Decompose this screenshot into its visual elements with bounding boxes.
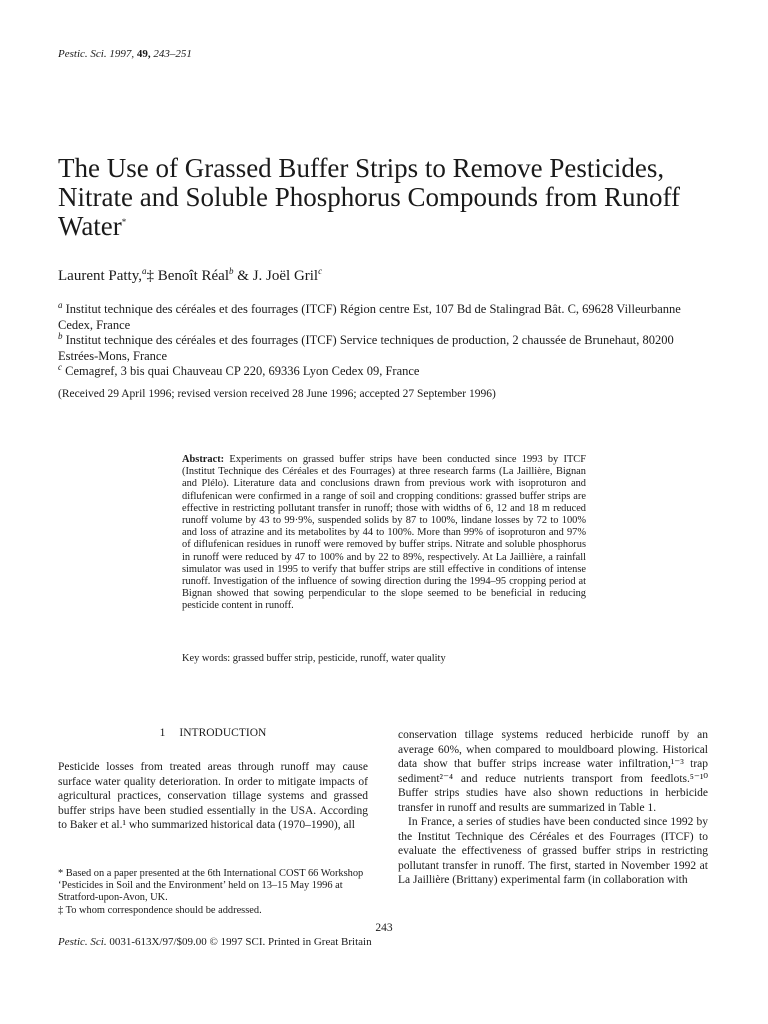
journal-name: Pestic. Sci. <box>58 48 107 60</box>
right-column <box>398 728 708 888</box>
affiliation-b-mark: b <box>58 330 63 341</box>
author-2-affil: b <box>229 266 234 276</box>
affiliation-a-mark: a <box>58 299 63 310</box>
journal-year: 1997, <box>109 48 135 60</box>
affiliation-c <box>58 361 708 380</box>
title-footnote-mark: * <box>121 217 127 227</box>
affiliation-b-text: Institut technique des céréales et des fourrages (ITCF) Service techniques de production, 2 chaussée de Brunehaut, 80200 Estrées-Mons, France <box>58 333 674 363</box>
author-1: Laurent Patty, <box>58 268 143 284</box>
author-separator: & <box>233 268 253 284</box>
affiliation-a-text: Institut technique des céréales et des fourrages (ITCF) Région centre Est, 107 Bd de Stalingrad Bât. C, 69628 Villeurbanne Cedex, France <box>58 302 681 332</box>
footer-text: 0031-613X/97/$09.00 © 1997 SCI. Printed in Great Britain <box>106 936 372 948</box>
paper-title-text: The Use of Grassed Buffer Strips to Remove Pesticides, Nitrate and Soluble Phosphorus Compounds from Runoff Water <box>58 153 680 241</box>
affiliation-c-text: Cemagref, 3 bis quai Chauveau CP 220, 69336 Lyon Cedex 09, France <box>62 364 420 378</box>
abstract-label: Abstract: <box>182 454 225 465</box>
footnote-1: * Based on a paper presented at the 6th International COST 66 Workshop ‘Pesticides in Soil and the Environment’ held on 13–15 May 1996 at Stratford-upon-Avon, UK. <box>58 868 364 904</box>
author-2: Benoît Réal <box>154 268 230 284</box>
affiliation-a <box>58 299 708 333</box>
right-paragraph-2: In France, a series of studies have been conducted since 1992 by the Institut Technique des Céréales et des Fourrages (ITCF) to evaluate the effectiveness of grassed buffer strips in restricting pollutant transfer in runoff. The first, started in November 1992 at La Jaillière (Brittany) experimental farm (in collaboration with <box>398 816 708 886</box>
keywords: Key words: grassed buffer strip, pesticide, runoff, water quality <box>182 653 446 664</box>
page-number: 243 <box>375 922 393 934</box>
abstract-text: Experiments on grassed buffer strips have been conducted since 1993 by ITCF (Institut Technique des Céréales et des Fourrages) at three research farms (La Jaillière, Bignan and Plélo). Literature data and conclusions drawn from previous work with isoproturon and diflufenican were confirmed in a range of soil and cropping conditions: grassed buffer strips are effective in restricting pollutant transfer in runoff; those with widths of 6, 12 and 18 m reduced runoff volume by 43 to 99·9%, suspended solids by 87 to 100%, lindane losses by 72 to 100% and loss of atrazine and its metabolites by 44 to 100%. More than 99% of isoproturon and 97% of diflufenican residues in runoff were removed by buffer strips. Nitrate and soluble phosphorus in runoff were reduced by 47 to 100% and by 22 to 89%, respectively. At La Jaillière, a rainfall simulator was used in 1995 to verify that buffer strips are still effective in conditions of intense runoff. Investigation of the influence of sowing direction during the 1994–95 cropping period at Bignan showed that sowing perpendicular to the slope seemed to be beneficial in reducing pesticide content in runoff. <box>182 454 586 612</box>
affiliation-c-mark: c <box>58 361 62 372</box>
footnotes <box>58 868 368 917</box>
affiliation-b <box>58 330 708 364</box>
author-1-affil: a <box>142 266 147 276</box>
paper-title <box>58 154 718 241</box>
journal-pages: 243–251 <box>153 48 192 60</box>
section-number: 1 <box>159 727 166 739</box>
affiliations <box>58 299 708 380</box>
section-title: INTRODUCTION <box>179 727 267 739</box>
right-paragraph-1: conservation tillage systems reduced herbicide runoff by an average 60%, when compared to mouldboard plowing. Historical data show that buffer strips increase water infiltration,¹⁻³ trap sediment²⁻⁴ and reduce nutrients transport from feedlots.⁵⁻¹⁰ Buffer strips studies have also shown reductions in herbicide transfer in runoff and results are summarized in Table 1. <box>398 729 708 814</box>
abstract <box>182 454 586 613</box>
received-dates: (Received 29 April 1996; revised version received 28 June 1996; accepted 27 September 1996) <box>58 388 496 400</box>
section-heading <box>58 727 368 739</box>
author-list <box>58 268 322 285</box>
left-column-text: Pesticide losses from treated areas through runoff may cause surface water quality deterioration. In order to mitigate impacts of agricultural practices, conservation tillage systems and grassed buffer strips have been studied essentially in the USA. According to Baker et al.¹ who summarized historical data (1970–1990), all <box>58 761 368 831</box>
journal-citation <box>58 48 192 60</box>
author-1-mark: ‡ <box>146 268 155 284</box>
footnote-2: ‡ To whom correspondence should be addressed. <box>58 904 262 916</box>
journal-volume: 49, <box>136 48 151 60</box>
author-3: J. Joël Gril <box>252 268 319 284</box>
footer-journal: Pestic. Sci. <box>58 936 107 948</box>
page-footer <box>58 936 372 948</box>
author-3-affil: c <box>318 266 323 276</box>
